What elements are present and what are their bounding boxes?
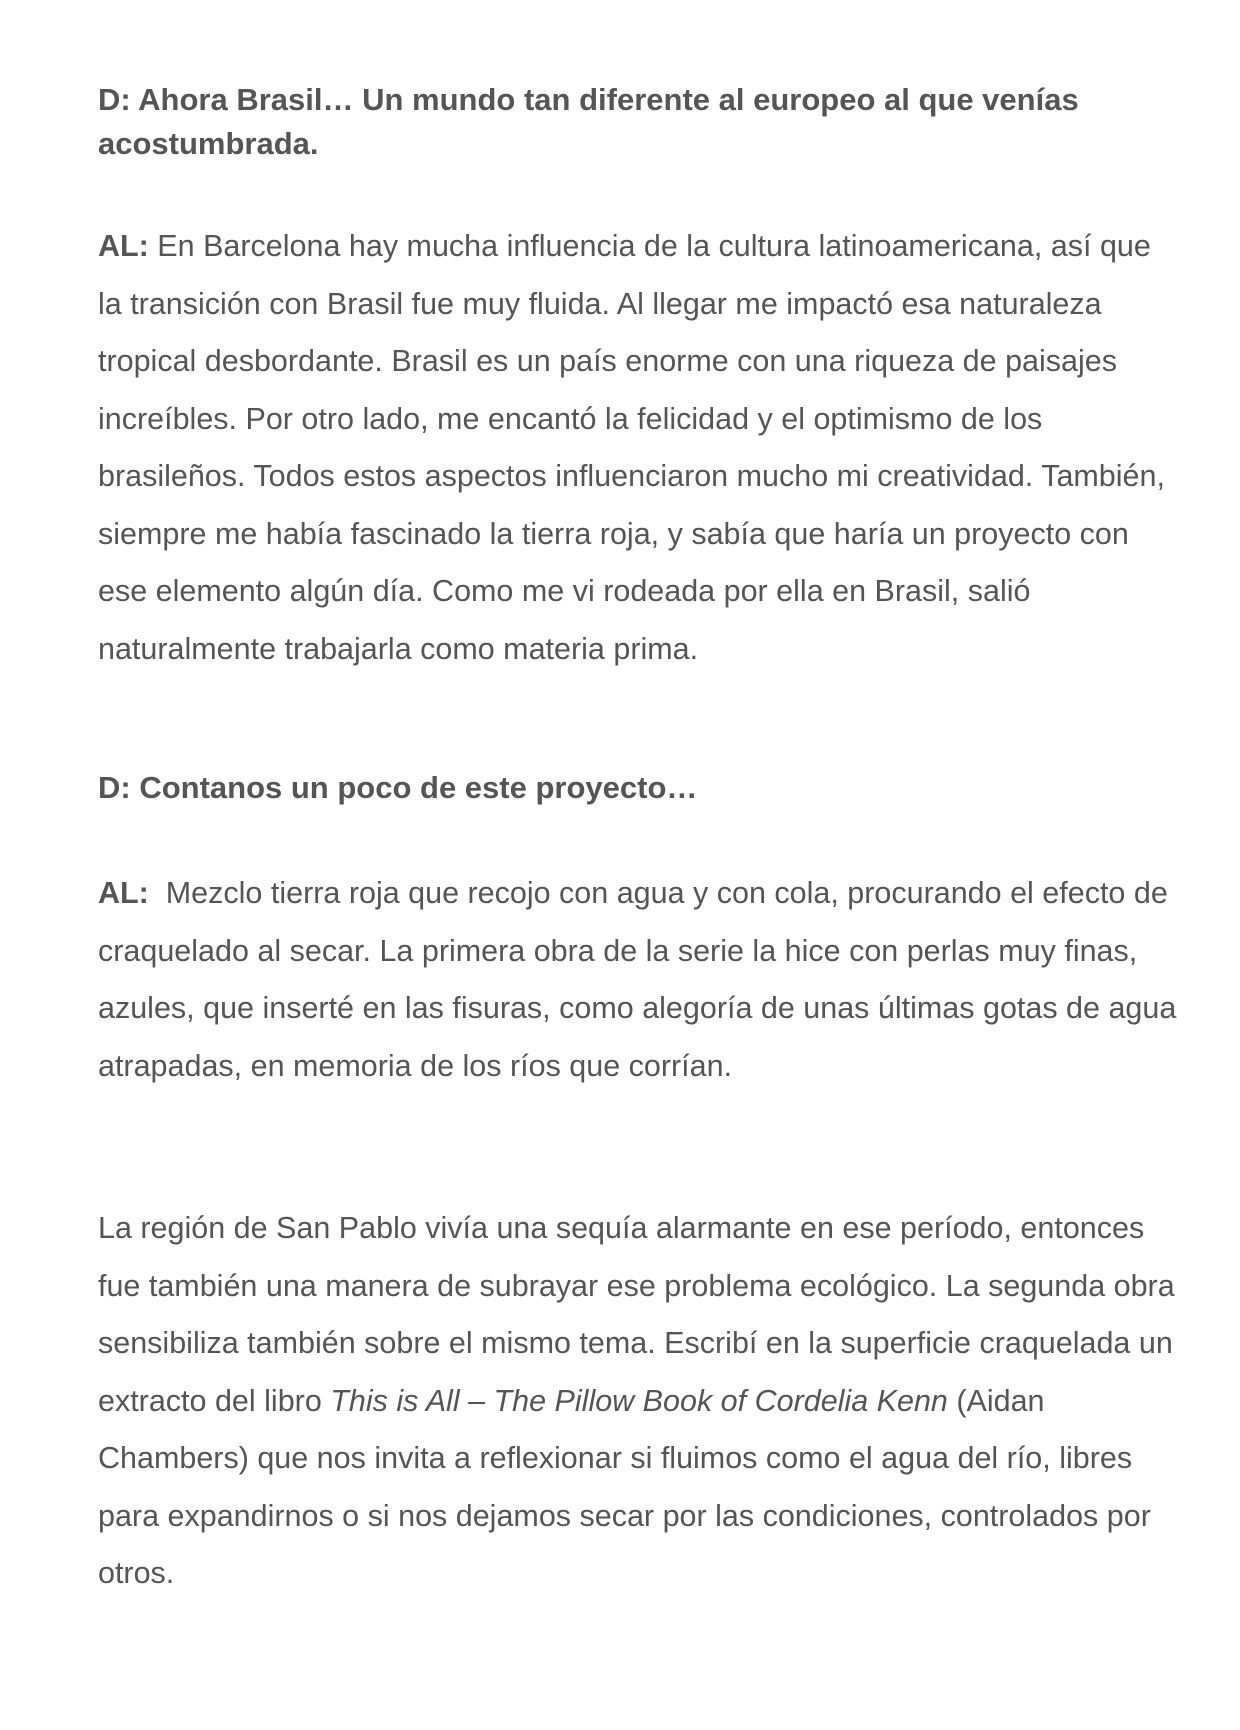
answer-2-paragraph-2 bbox=[98, 1200, 1178, 1603]
answer-1 bbox=[98, 218, 1178, 678]
paragraph-text-before: La región de San Pablo vivía una sequía alarmante en ese período, entonces fue también una manera de subrayar ese problema ecológico. La segunda obra sensibiliza también sobre el mismo tema. Escribí en la superficie craquelada un extracto del libro bbox=[98, 1211, 1175, 1418]
answer-2-speaker: AL: bbox=[98, 876, 149, 910]
answer-1-text: En Barcelona hay mucha influencia de la cultura latinoamericana, así que la transición con Brasil fue muy fluida. Al llegar me impactó esa naturaleza tropical desbordante. Brasil es un país enorme con una riqueza de paisajes increíbles. Por otro lado, me encantó la felicidad y el optimismo de los brasileños. Todos estos aspectos influenciaron mucho mi creatividad. También, siempre me había fascinado la tierra roja, y sabía que haría un proyecto con ese elemento algún día. Como me vi rodeada por ella en Brasil, salió naturalmente trabajarla como materia prima. bbox=[98, 229, 1165, 666]
answer-2 bbox=[98, 865, 1185, 1095]
answer-1-speaker: AL: bbox=[98, 229, 149, 263]
book-title: This is All – The Pillow Book of Cordelia Kenn bbox=[330, 1383, 948, 1418]
answer-2-text: Mezclo tierra roja que recojo con agua y con cola, procurando el efecto de craquelado al secar. La primera obra de la serie la hice con perlas muy finas, azules, que inserté en las fisuras, como alegoría de unas últimas gotas de agua atrapadas, en memoria de los ríos que corrían. bbox=[98, 876, 1185, 1083]
question-2: D: Contanos un poco de este proyecto… bbox=[98, 770, 698, 805]
paragraph-text-after: (Aidan Chambers) que nos invita a reflexionar si fluimos como el agua del río, libres para expandirnos o si nos dejamos secar por las condiciones, controlados por otros. bbox=[98, 1383, 1151, 1590]
question-1: D: Ahora Brasil… Un mundo tan diferente al europeo al que venías acostumbrada. bbox=[98, 82, 1079, 161]
